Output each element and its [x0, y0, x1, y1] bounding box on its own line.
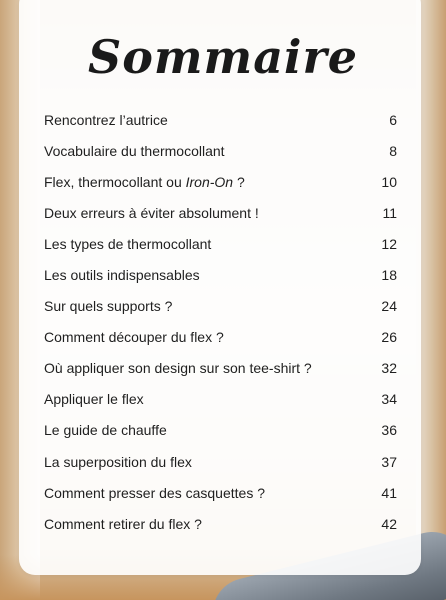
toc-entry[interactable] [44, 384, 397, 415]
toc-entry-label: Où appliquer son design sur son tee-shirt ? [44, 360, 312, 377]
table-of-contents [44, 104, 397, 539]
toc-entry-label [44, 174, 245, 190]
toc-entry-label-prefix: Flex, thermocollant ou [44, 173, 186, 190]
toc-entry-page: 10 [381, 173, 397, 190]
toc-entry-page: 32 [381, 360, 397, 377]
toc-entry-label: Comment presser des casquettes ? [44, 484, 265, 501]
toc-entry[interactable] [44, 197, 397, 228]
toc-entry-page: 36 [381, 422, 397, 439]
toc-entry-label: Sur quels supports ? [44, 298, 173, 315]
toc-entry-page: 26 [381, 329, 397, 346]
toc-entry[interactable] [44, 135, 397, 166]
toc-entry-page: 8 [389, 142, 397, 159]
toc-entry[interactable] [44, 446, 397, 477]
toc-entry-label: Appliquer le flex [44, 391, 144, 408]
toc-entry[interactable] [44, 415, 397, 446]
toc-entry-page: 34 [381, 391, 397, 408]
toc-entry-page: 41 [381, 484, 397, 501]
toc-entry-label: Les types de thermocollant [44, 235, 212, 252]
toc-entry[interactable] [44, 228, 397, 259]
toc-entry-label: La superposition du flex [44, 453, 192, 470]
toc-entry-label: Comment retirer du flex ? [44, 515, 202, 532]
toc-entry[interactable] [44, 291, 397, 322]
toc-entry[interactable] [44, 166, 397, 197]
toc-entry[interactable] [44, 353, 397, 384]
toc-entry-page: 37 [381, 453, 397, 470]
toc-entry-page: 6 [389, 111, 397, 128]
toc-entry-page: 18 [381, 267, 397, 284]
toc-entry[interactable] [44, 259, 397, 290]
toc-entry-label: Comment découper du flex ? [44, 329, 224, 346]
toc-entry-page: 24 [381, 298, 397, 315]
toc-entry-page: 42 [381, 515, 397, 532]
toc-entry[interactable] [44, 322, 397, 353]
toc-entry-page: 12 [381, 235, 397, 252]
toc-entry[interactable] [44, 477, 397, 508]
toc-entry-label: Les outils indispensables [44, 267, 200, 284]
toc-entry-label-italic: Iron-On [185, 173, 234, 190]
page-title: Sommaire [87, 30, 359, 84]
toc-entry-label: Rencontrez l’autrice [44, 111, 168, 128]
toc-entry-label: Deux erreurs à éviter absolument ! [44, 204, 259, 221]
toc-entry-label: Le guide de chauffe [44, 422, 167, 439]
toc-entry[interactable] [44, 104, 397, 135]
toc-entry[interactable] [44, 508, 397, 539]
toc-entry-page: 11 [382, 204, 397, 221]
toc-entry-label: Vocabulaire du thermocollant [44, 142, 225, 159]
toc-entry-label-suffix: ? [233, 173, 245, 190]
